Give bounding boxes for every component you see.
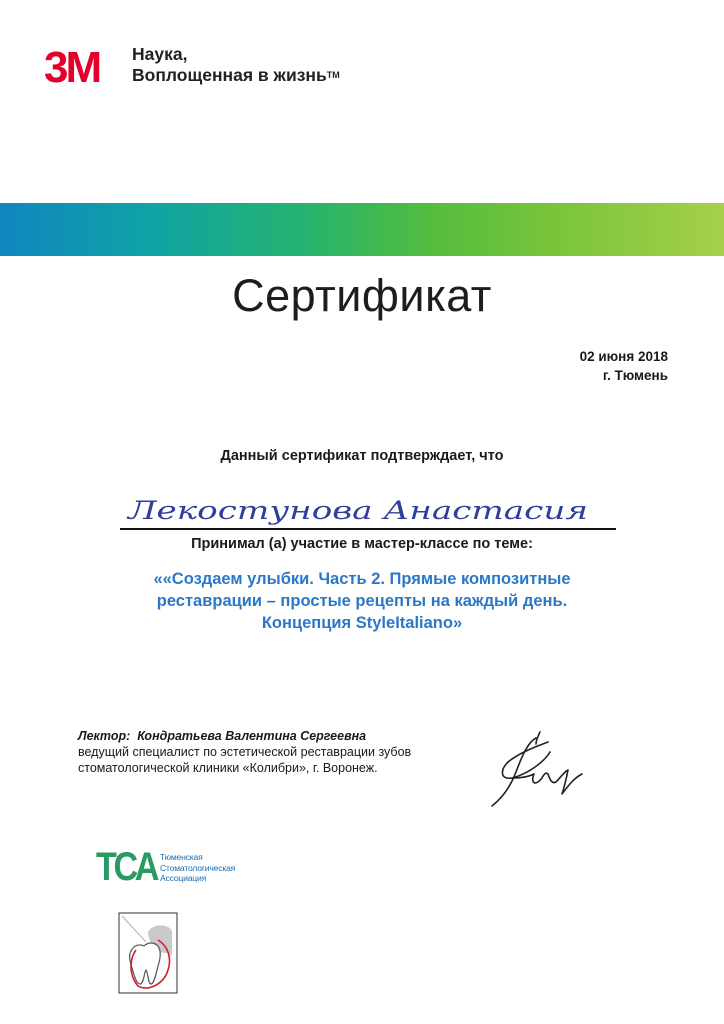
tsa-line1: Тюменская [160,852,203,862]
recipient-name [120,492,616,528]
confirm-text: Данный сертификат подтверждает, что [220,448,504,464]
certificate-title: Сертификат [232,270,492,321]
certificate-date: 02 июня 2018 [579,349,668,364]
tagline-line1: Наука, [132,44,188,64]
signature-icon [478,732,590,810]
name-underline [120,528,616,530]
brand-tagline [132,44,340,86]
3m-logo-text: 3M [44,43,100,92]
gradient-band [0,203,724,256]
lecturer-name: Кондратьева Валентина Сергеевна [137,729,367,743]
3m-logo [44,43,120,92]
tsa-name [160,852,235,884]
tsa-line2: Стоматологическая [160,862,236,873]
tsa-line3: Ассоциация [160,873,207,883]
tsa-logo [96,844,159,889]
topic-line3: Концепция StyleItaliano» [261,614,463,632]
trademark-mark: TM [326,70,340,80]
tsa-logo-text: TCA [96,845,159,889]
lecturer-block [78,728,411,776]
recipient-name-text: Лекостунова Анастасия [125,496,588,525]
course-topic [90,568,634,634]
tagline-line2: Воплощенная в жизнь [132,65,327,85]
topic-line2: реставрации – простые рецепты на каждый день. [156,592,568,610]
date-location [580,347,668,385]
tooth-icon [118,912,178,994]
participation-text: Принимал (а) участие в мастер-классе по теме: [191,536,533,552]
lecturer-line2: ведущий специалист по эстетической реставрации зубов [78,745,412,759]
certificate-city: г. Тюмень [602,368,668,383]
lecturer-line3: стоматологической клиники «Колибри», г. Воронеж. [78,761,378,775]
lecturer-label: Лектор: [78,729,131,743]
tagline-line2-wrap [132,65,340,86]
topic-line1: ««Создаем улыбки. Часть 2. Прямые композитные [153,570,571,588]
lecturer-line1 [78,728,411,744]
